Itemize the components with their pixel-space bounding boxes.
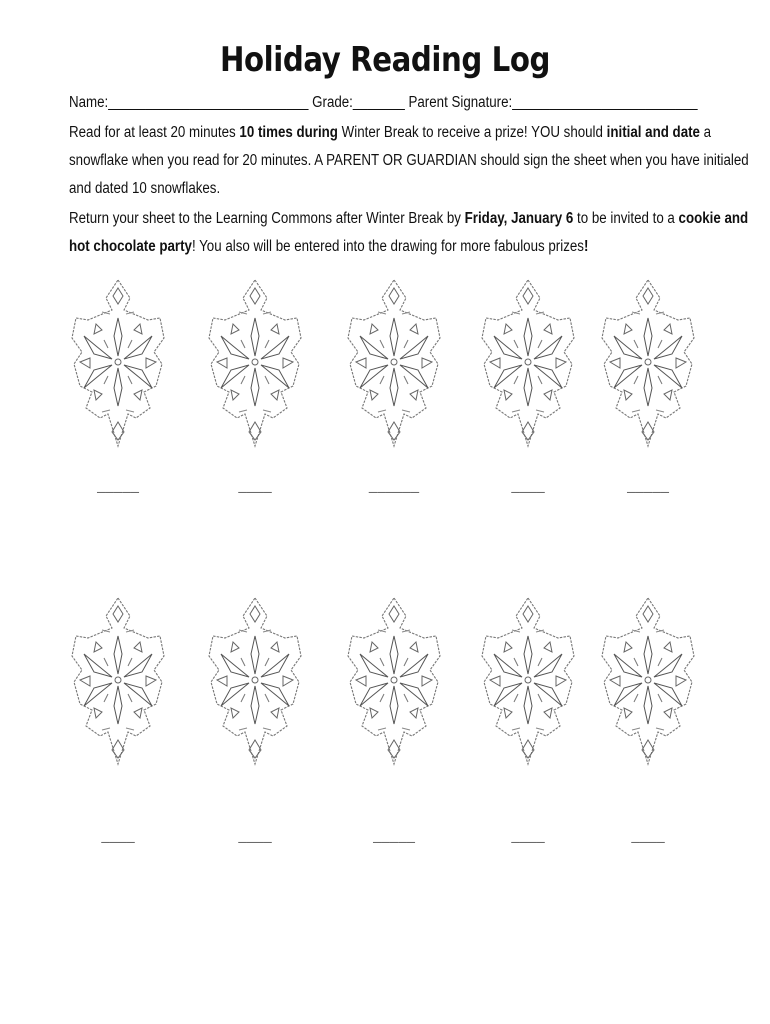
initials-blank[interactable]: ____: [101, 830, 135, 846]
snowflake-icon[interactable]: [602, 280, 694, 446]
instruction-bold: hot chocolate party: [69, 238, 192, 255]
snowflake-icon[interactable]: [482, 598, 574, 764]
snowflake-icon[interactable]: [348, 280, 440, 446]
initials-blank[interactable]: ____: [238, 480, 272, 496]
initials-blank[interactable]: ____: [511, 480, 545, 496]
name-field[interactable]: ___________________________: [108, 94, 309, 111]
instruction-text: Winter Break to receive a prize! YOU should: [337, 124, 607, 141]
instruction-bold: !: [583, 238, 589, 255]
instruction-bold: cookie and: [678, 210, 749, 227]
initials-blank[interactable]: ____: [511, 830, 545, 846]
snowflake-icon[interactable]: [72, 280, 164, 446]
initials-blank[interactable]: ____: [238, 830, 272, 846]
snowflake-icon[interactable]: [72, 598, 164, 764]
signature-label: Parent Signature:: [408, 94, 513, 111]
instruction-line-2: snowflake when you read for 20 minutes. A PARENT OR GUARDIAN should sign the sheet when you have initialed: [69, 152, 749, 169]
initials-blank[interactable]: _____: [627, 480, 670, 496]
instruction-text: a: [699, 124, 712, 141]
instruction-bold: initial and date: [606, 124, 700, 141]
instruction-text: ! You also will be entered into the drawing for more fabulous prizes: [191, 238, 584, 255]
instruction-text: to be invited to a: [573, 210, 679, 227]
instruction-line-3: and dated 10 snowflakes.: [69, 180, 221, 197]
snowflake-icon[interactable]: [348, 598, 440, 764]
page-title: Holiday Reading Log: [219, 40, 551, 80]
instruction-bold: Friday, January 6: [464, 210, 574, 227]
name-label: Name:: [69, 94, 109, 111]
signature-field[interactable]: _________________________: [512, 94, 698, 111]
initials-blank[interactable]: ____: [631, 830, 665, 846]
snowflake-icon[interactable]: [602, 598, 694, 764]
grade-label: Grade:: [312, 94, 353, 111]
snowflake-icon[interactable]: [209, 280, 301, 446]
snowflake-icon[interactable]: [482, 280, 574, 446]
initials-blank[interactable]: _____: [373, 830, 416, 846]
instruction-text: Return your sheet to the Learning Commons after Winter Break by: [69, 210, 465, 227]
initials-blank[interactable]: ______: [368, 480, 420, 496]
instruction-bold: 10 times during: [239, 124, 338, 141]
grade-field[interactable]: _______: [352, 94, 405, 111]
initials-blank[interactable]: _____: [97, 480, 140, 496]
snowflake-icon[interactable]: [209, 598, 301, 764]
instruction-text: Read for at least 20 minutes: [69, 124, 240, 141]
